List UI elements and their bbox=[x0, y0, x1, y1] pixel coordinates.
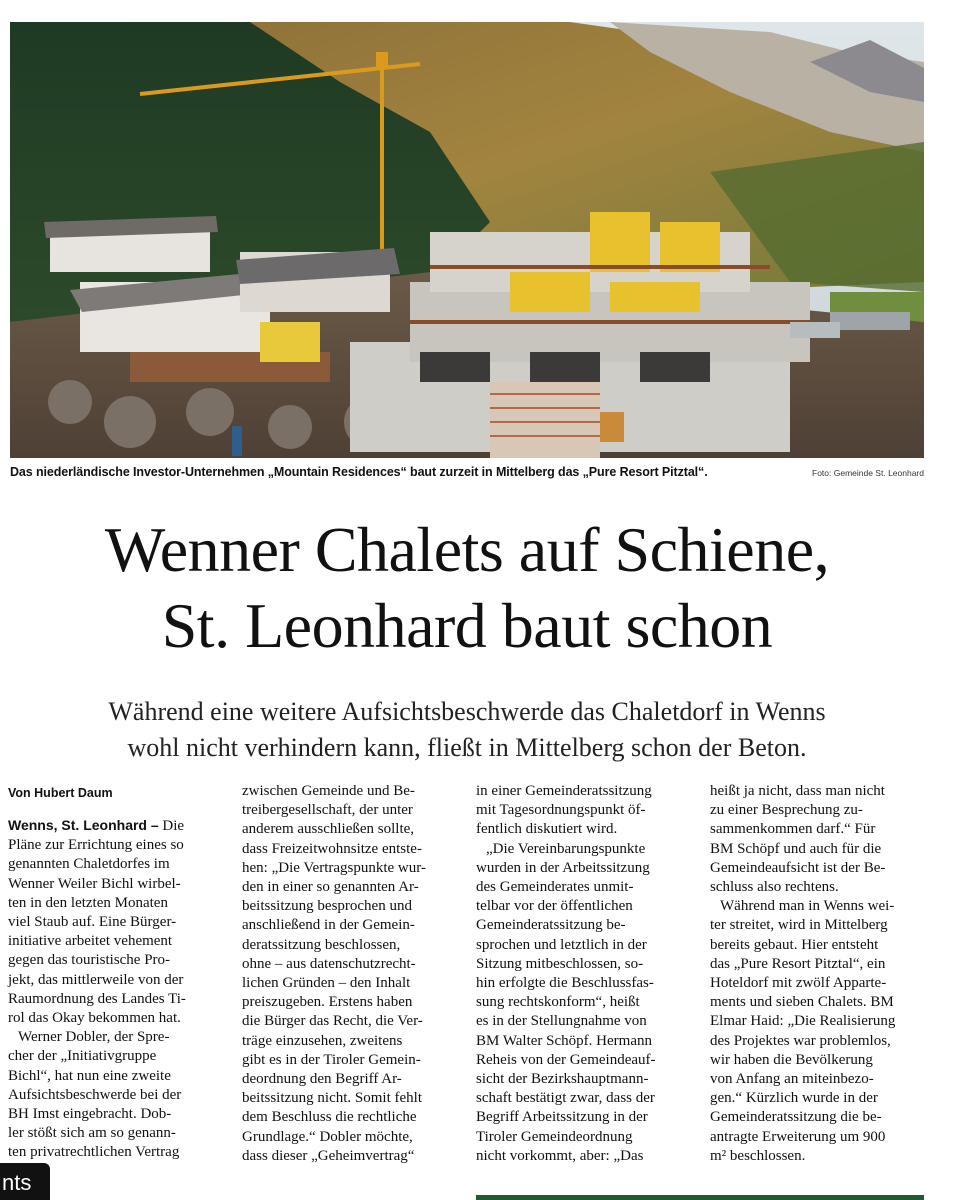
text-line: jekt, das mittlerweile von der bbox=[8, 971, 184, 988]
text-line: Pläne zur Errichtung eines so bbox=[8, 837, 184, 854]
article-column-2 bbox=[242, 782, 456, 1166]
text-line: BM Schöpf und auch für die bbox=[710, 840, 882, 857]
text-line: genannten Chaletdorfes im bbox=[8, 856, 170, 873]
text-line: Sitzung mitbeschlossen, so- bbox=[476, 955, 644, 972]
text-line: initiative arbeitet vehement bbox=[8, 933, 173, 950]
text-line: sprochen und letztlich in der bbox=[476, 936, 647, 953]
text-line: des Projektes war problemlos, bbox=[710, 1032, 891, 1049]
text-line: beitssitzung besprochen und bbox=[242, 898, 412, 915]
text-line: mit Tagesordnungspunkt öf- bbox=[476, 802, 646, 819]
text-line: zu einer Besprechung zu- bbox=[710, 802, 863, 819]
text-line: hin erfolgte die Beschlussfas- bbox=[476, 975, 654, 992]
text-line: lichen Gründen – den Inhalt bbox=[242, 975, 411, 992]
edge-tab-label: nts bbox=[2, 1170, 32, 1195]
text-line: deratssitzung beschlossen, bbox=[242, 936, 401, 953]
text-line: Begriff Arbeitssitzung in der bbox=[476, 1109, 648, 1126]
text-line: gibt es in der Tiroler Gemein- bbox=[242, 1051, 421, 1068]
text-line: cher der „Initiativgruppe bbox=[8, 1048, 157, 1065]
text-line: die Bürger das Recht, die Ver- bbox=[242, 1013, 423, 1030]
text-line: nicht vorkommt, aber: „Das bbox=[476, 1147, 644, 1164]
text-line: ohne – aus datenschutzrecht- bbox=[242, 955, 416, 972]
text-line: dem Beschluss die rechtliche bbox=[242, 1109, 417, 1126]
column-4-text bbox=[710, 782, 924, 1166]
text-line: sung rechtskonform“, heißt bbox=[476, 994, 640, 1011]
text-line: rol das Okay bekommen hat. bbox=[8, 1010, 181, 1027]
text-line: dass dieser „Geheimvertrag“ bbox=[242, 1147, 415, 1164]
text-line: ter streitet, wird in Mittelberg bbox=[710, 917, 888, 934]
column-2-text bbox=[242, 782, 456, 1166]
text-line: zwischen Gemeinde und Be- bbox=[242, 783, 415, 799]
subheadline-line-2: wohl nicht verhindern kann, fließt in Mittelberg schon der Beton. bbox=[127, 733, 807, 762]
article-photo bbox=[10, 22, 924, 458]
text-line: ments und sieben Chalets. BM bbox=[710, 994, 894, 1011]
text-line: beitssitzung nicht. Somit fehlt bbox=[242, 1090, 422, 1107]
text-line: Gemeinderatssitzung be- bbox=[476, 917, 626, 934]
article-column-4 bbox=[710, 782, 924, 1166]
photo-caption: Das niederländische Investor-Unternehmen „Mountain Residences“ baut zurzeit in Mittelberg das „Pure Resort Pitztal“. bbox=[10, 465, 708, 479]
photo-credit: Foto: Gemeinde St. Leonhard bbox=[812, 468, 924, 478]
text-line: Werner Dobler, der Spre- bbox=[18, 1029, 170, 1046]
text-line: Wenner Weiler Bichl wirbel- bbox=[8, 875, 181, 892]
text-line: Tiroler Gemeindeordnung bbox=[476, 1128, 633, 1145]
text-line: wir haben die Bevölkerung bbox=[710, 1051, 873, 1068]
text-line: schaft bestätigt zwar, dass der bbox=[476, 1090, 655, 1107]
text-line: ten in den letzten Monaten bbox=[8, 894, 168, 911]
text-line: schluss also rechtens. bbox=[710, 879, 839, 896]
text-line: von Anfang an miteinbezo- bbox=[710, 1071, 874, 1088]
text-line: gegen das touristische Pro- bbox=[8, 952, 171, 969]
text-line: BM Walter Schöpf. Hermann bbox=[476, 1032, 652, 1049]
headline-line-1: Wenner Chalets auf Schiene, bbox=[104, 514, 830, 585]
text-line: sicht der Bezirkshauptmann- bbox=[476, 1071, 649, 1088]
photo-caption-bar bbox=[10, 463, 924, 485]
subheadline-line-1: Während eine weitere Aufsichtsbeschwerde das Chaletdorf in Wenns bbox=[108, 697, 826, 726]
text-line: träge einzusehen, zweitens bbox=[242, 1032, 403, 1049]
text-line: Gemeinderatssitzung die be- bbox=[710, 1109, 882, 1126]
text-line: Aufsichtsbeschwerde bei der bbox=[8, 1086, 182, 1103]
article-column-1 bbox=[8, 782, 222, 1163]
text-line: Während man in Wenns wei- bbox=[720, 898, 895, 915]
text-line: sammenkommen darf.“ Für bbox=[710, 821, 876, 838]
text-line: treibergesellschaft, der unter bbox=[242, 802, 413, 819]
text-line: Gemeindeaufsicht ist der Be- bbox=[710, 859, 886, 876]
text-line: ten privatrechtlichen Vertrag bbox=[8, 1144, 180, 1161]
text-line: m² beschlossen. bbox=[710, 1147, 806, 1164]
text-line: deordnung den Begriff Ar- bbox=[242, 1071, 402, 1088]
text-line: Reheis von der Gemeindeauf- bbox=[476, 1051, 656, 1068]
text-line: Grundlage.“ Dobler möchte, bbox=[242, 1128, 413, 1145]
lead-line bbox=[8, 816, 222, 836]
text-line: in einer Gemeinderatssitzung bbox=[476, 783, 652, 799]
text-line: Die bbox=[158, 818, 185, 834]
text-line: fentlich diskutiert wird. bbox=[476, 821, 618, 838]
lead-kicker: Wenns, St. Leonhard – bbox=[8, 817, 159, 833]
text-line: bereits gebaut. Hier entsteht bbox=[710, 936, 879, 953]
text-line: das „Pure Resort Pitztal“, ein bbox=[710, 955, 886, 972]
text-line: Hoteldorf mit zwölf Apparte- bbox=[710, 975, 887, 992]
text-line: „Die Vereinbarungspunkte bbox=[486, 840, 646, 857]
text-line: Bichl“, hat nun eine zweite bbox=[8, 1067, 171, 1084]
text-line: des Gemeinderates unmit- bbox=[476, 879, 634, 896]
text-line: es in der Stellungnahme von bbox=[476, 1013, 647, 1030]
subheadline bbox=[0, 694, 934, 766]
edge-tab[interactable] bbox=[0, 1163, 50, 1200]
text-line: heißt ja nicht, dass man nicht bbox=[710, 783, 885, 799]
text-line: wurden in der Arbeitssitzung bbox=[476, 859, 650, 876]
byline: Von Hubert Daum bbox=[8, 786, 113, 800]
accent-bar bbox=[476, 1195, 924, 1200]
construction-site-image bbox=[10, 22, 924, 458]
text-line: Raumordnung des Landes Ti- bbox=[8, 990, 186, 1007]
column-1-text bbox=[8, 816, 222, 1163]
text-line: ler stößt sich am so genann- bbox=[8, 1125, 176, 1142]
headline bbox=[0, 512, 934, 664]
column-3-text bbox=[476, 782, 690, 1166]
text-line: viel Staub auf. Eine Bürger- bbox=[8, 914, 177, 931]
text-line: anschließend in der Gemein- bbox=[242, 917, 415, 934]
text-line: antragte Erweiterung um 900 bbox=[710, 1128, 886, 1145]
text-line: hen: „Die Vertragspunkte wur- bbox=[242, 859, 426, 876]
text-line: gen.“ Kürzlich wurde in der bbox=[710, 1090, 878, 1107]
text-line: anderem ausschließen sollte, bbox=[242, 821, 415, 838]
text-line: Elmar Haid: „Die Realisierung bbox=[710, 1013, 896, 1030]
text-line: telbar vor der öffentlichen bbox=[476, 898, 633, 915]
text-line: BH Imst eingebracht. Dob- bbox=[8, 1106, 172, 1123]
headline-line-2: St. Leonhard baut schon bbox=[161, 590, 773, 661]
text-line: den in einer so genannten Ar- bbox=[242, 879, 419, 896]
article-column-3 bbox=[476, 782, 690, 1166]
text-line: preiszugeben. Erstens haben bbox=[242, 994, 413, 1011]
text-line: dass Freizeitwohnsitze entste- bbox=[242, 840, 422, 857]
